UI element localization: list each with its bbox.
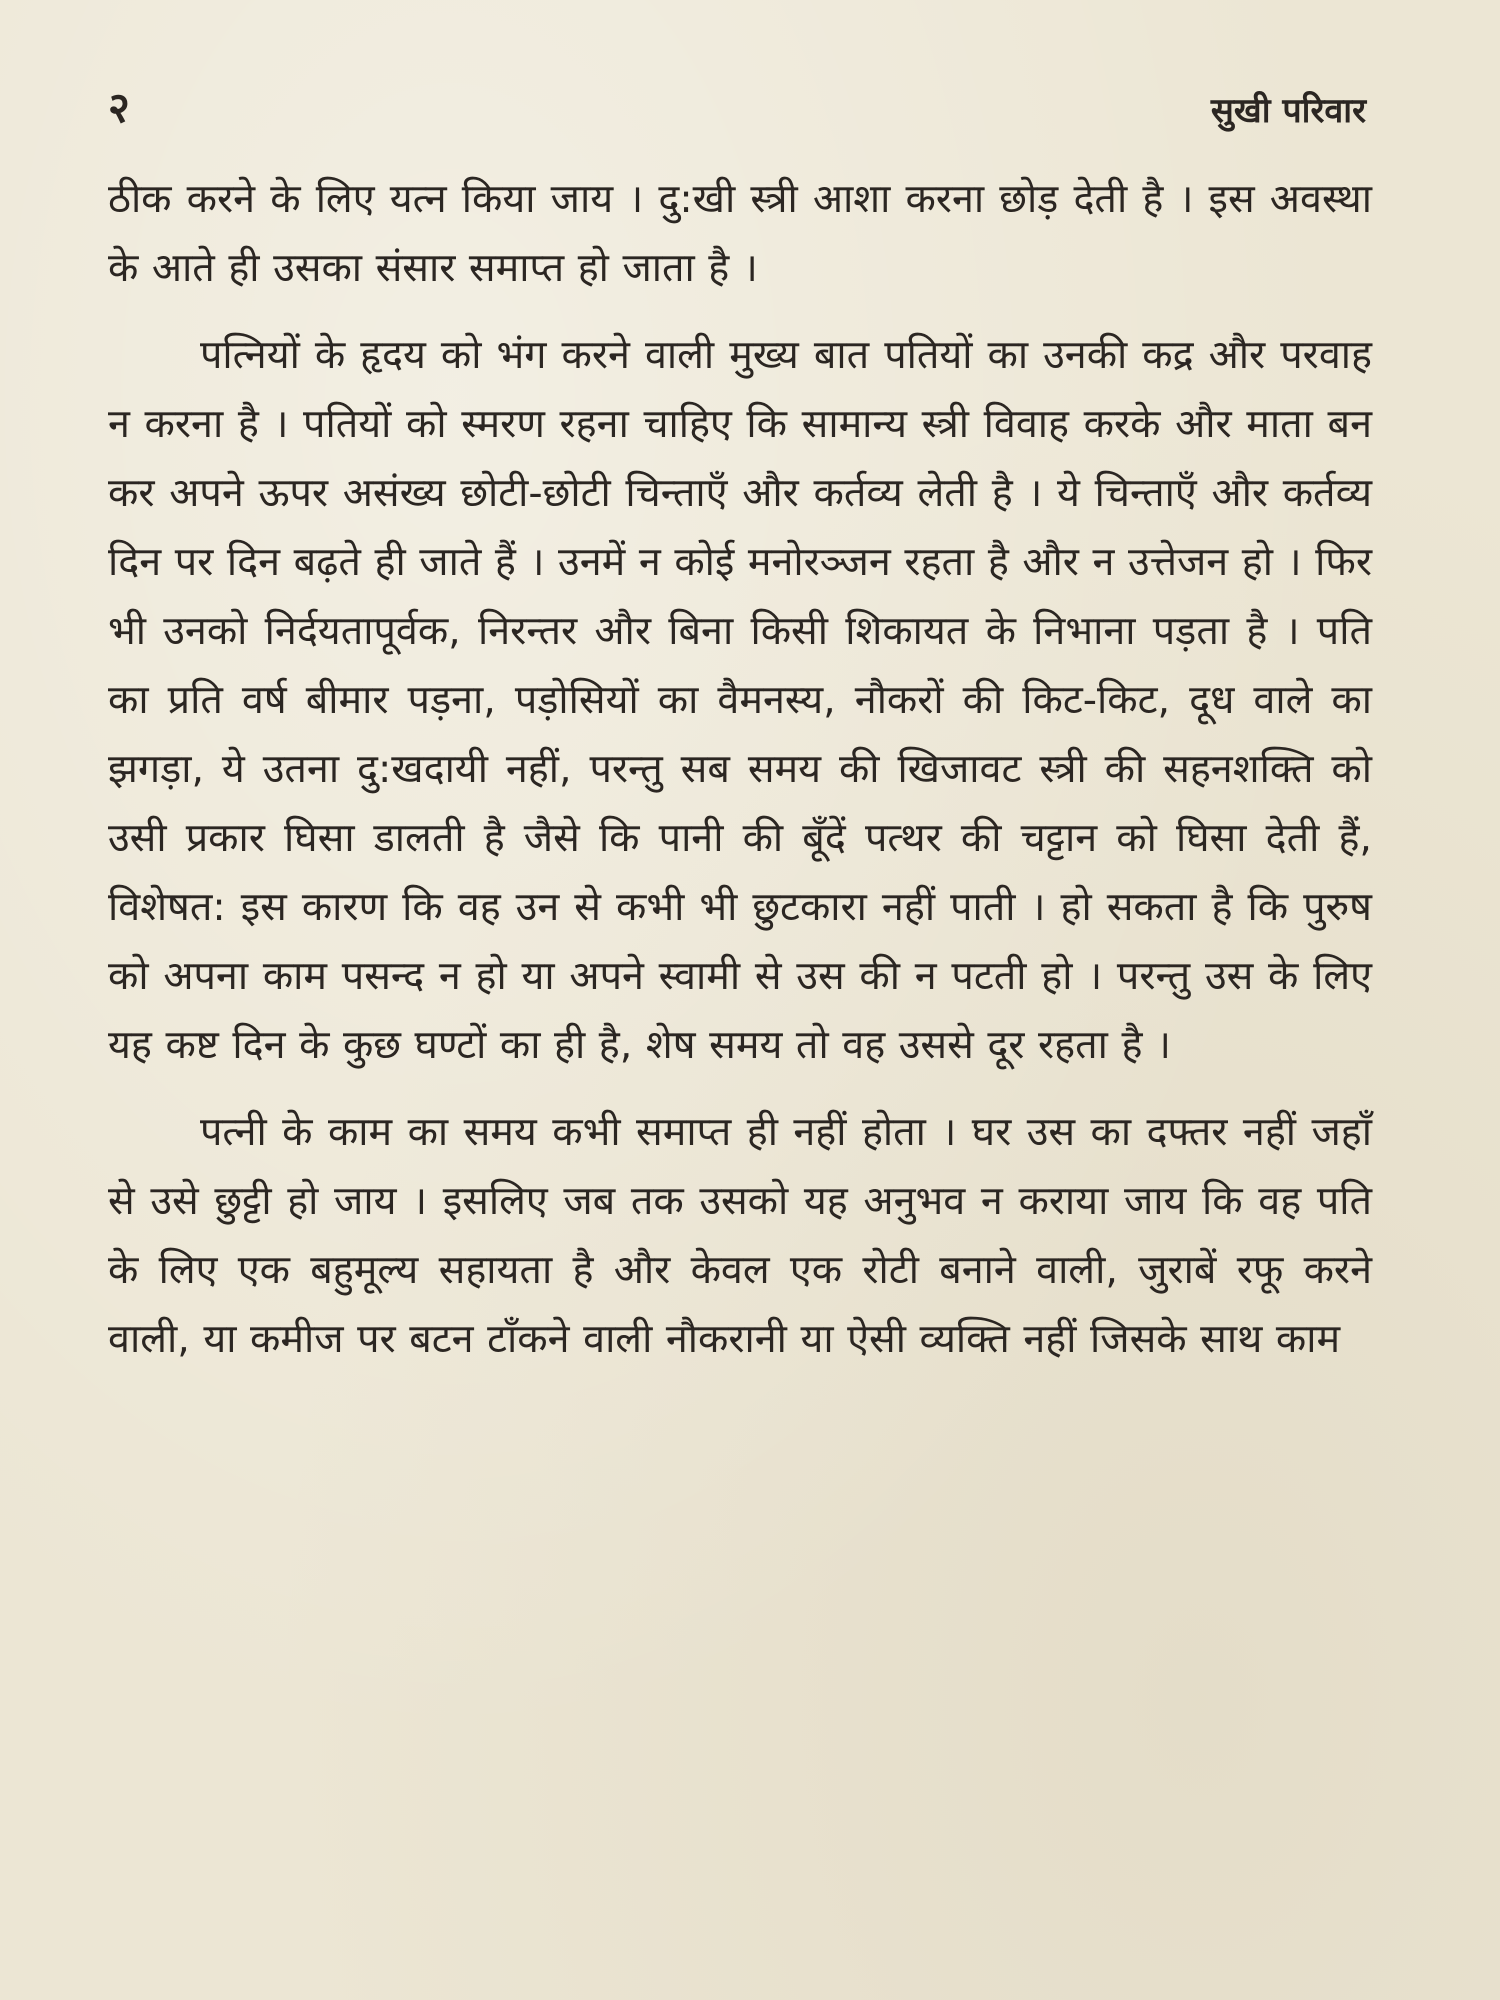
body-text	[108, 165, 1372, 1374]
paragraph-husbands-neglect: पत्नियों के हृदय को भंग करने वाली मुख्य बात पतियों का उनकी कद्र और परवाह न करना है । पतियों को स्मरण रहना चाहिए कि सामान्य स्त्री विवाह करके और माता बन कर अपने ऊपर असंख्य छोटी-छोटी चिन्ताएँ और कर्तव्य लेती है । ये चिन्ताएँ और कर्तव्य दिन पर दिन बढ़ते ही जाते हैं । उनमें न कोई मनोरञ्जन रहता है और न उत्तेजन हो । फिर भी उनको निर्दयतापूर्वक, निरन्तर और बिना किसी शिकायत के निभाना पड़ता है । पति का प्रति वर्ष बीमार पड़ना, पड़ोसियों का वैमनस्य, नौकरों की किट-किट, दूध वाले का झगड़ा, ये उतना दु:खदायी नहीं, परन्तु सब समय की खिजावट स्त्री की सहनशक्ति को उसी प्रकार घिसा डालती है जैसे कि पानी की बूँदें पत्थर की चट्टान को घिसा देती हैं, विशेषत: इस कारण कि वह उन से कभी भी छुटकारा नहीं पाती । हो सकता है कि पुरुष को अपना काम पसन्द न हो या अपने स्वामी से उस की न पटती हो । परन्तु उस के लिए यह कष्ट दिन के कुछ घण्टों का ही है, शेष समय तो वह उससे दूर रहता है ।	[108, 332, 1372, 1068]
page-number: २	[108, 83, 131, 132]
paragraph-wife-work-never-ends: पत्नी के काम का समय कभी समाप्त ही नहीं होता । घर उस का दफ्तर नहीं जहाँ से उसे छुट्टी हो जाय । इसलिए जब तक उसको यह अनुभव न कराया जाय कि वह पति के लिए एक बहुमूल्य सहायता है और केवल एक रोटी बनाने वाली, जुराबें रफू करने वाली, या कमीज पर बटन टाँकने वाली नौकरानी या ऐसी व्यक्ति नहीं जिसके साथ काम	[108, 1109, 1372, 1362]
page-header	[108, 78, 1372, 135]
paragraph-continuation: ठीक करने के लिए यत्न किया जाय । दु:खी स्त्री आशा करना छोड़ देती है । इस अवस्था के आते ही उसका संसार समाप्त हो जाता है ।	[108, 176, 1372, 291]
running-title: सुखी परिवार	[1210, 91, 1366, 131]
